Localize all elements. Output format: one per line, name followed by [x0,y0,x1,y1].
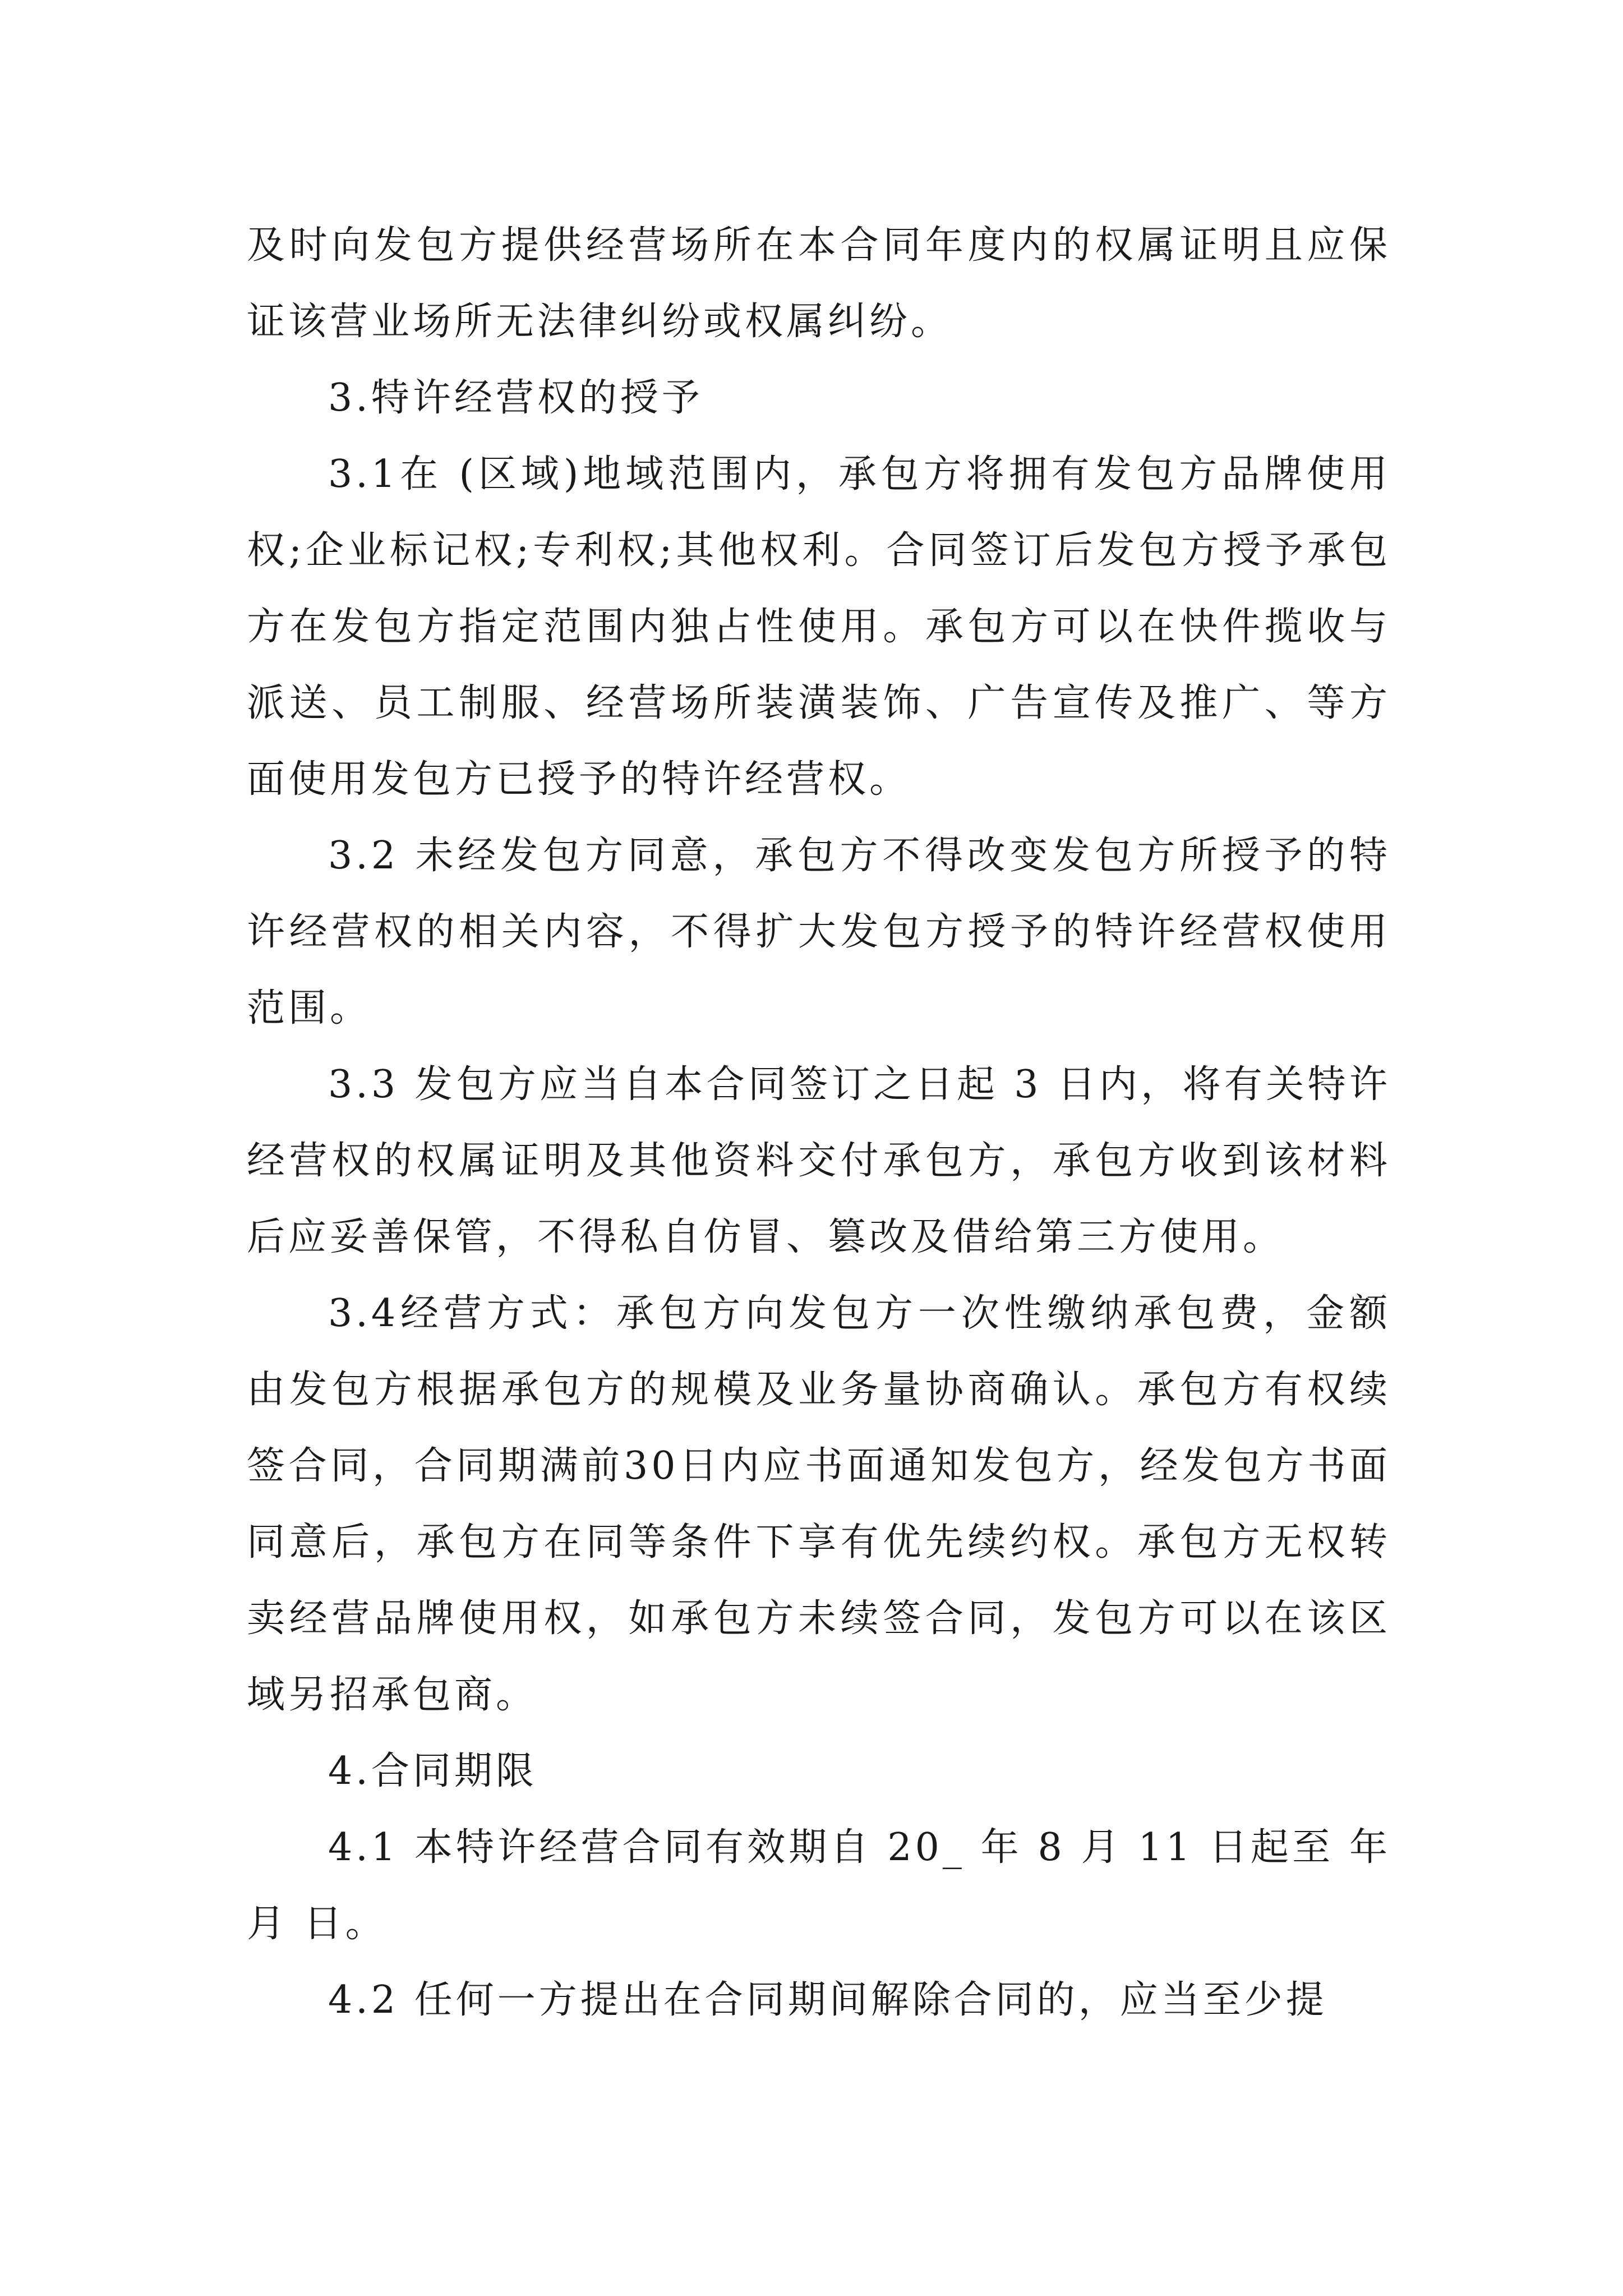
paragraph-3-3: 3.3 发包方应当自本合同签订之日起 3 日内，将有关特许经营权的权属证明及其他资料交付承包方，承包方收到该材料后应妥善保管，不得私自仿冒、篡改及借给第三方使用。 [247,1062,1391,1259]
section-heading-3: 3.特许经营权的授予 [328,376,703,420]
paragraph-3-2: 3.2 未经发包方同意，承包方不得改变发包方所授予的特许经营权的相关内容，不得扩大发包方授予的特许经营权使用范围。 [247,834,1391,1030]
paragraph-3-4: 3.4经营方式：承包方向发包方一次性缴纳承包费，金额由发包方根据承包方的规模及业务量协商确认。承包方有权续签合同，合同期满前30日内应书面通知发包方，经发包方书面同意后，承包方在同等条件下享有优先续约权。承包方无权转卖经营品牌使用权，如承包方未续签合同，发包方可以在该区域另招承包商。 [247,1291,1391,1717]
paragraph-4-2: 4.2 任何一方提出在合同期间解除合同的，应当至少提 [328,1978,1327,2022]
paragraph-3-1: 3.1在 (区域)地域范围内，承包方将拥有发包方品牌使用权;企业标记权;专利权;其他权利。合同签订后发包方授予承包方在发包方指定范围内独占性使用。承包方可以在快件揽收与派送、员工制服、经营场所装潢装饰、广告宣传及推广、等方面使用发包方已授予的特许经营权。 [247,452,1391,802]
paragraph-4-1: 4.1 本特许经营合同有效期自 20_ 年 8 月 11 日起至 年 月 日。 [247,1825,1391,1946]
section-heading-4: 4.合同期限 [328,1749,537,1793]
document-body [247,208,1391,2039]
paragraph-continued: 及时向发包方提供经营场所在本合同年度内的权属证明且应保证该营业场所无法律纠纷或权属纠纷。 [247,223,1391,344]
